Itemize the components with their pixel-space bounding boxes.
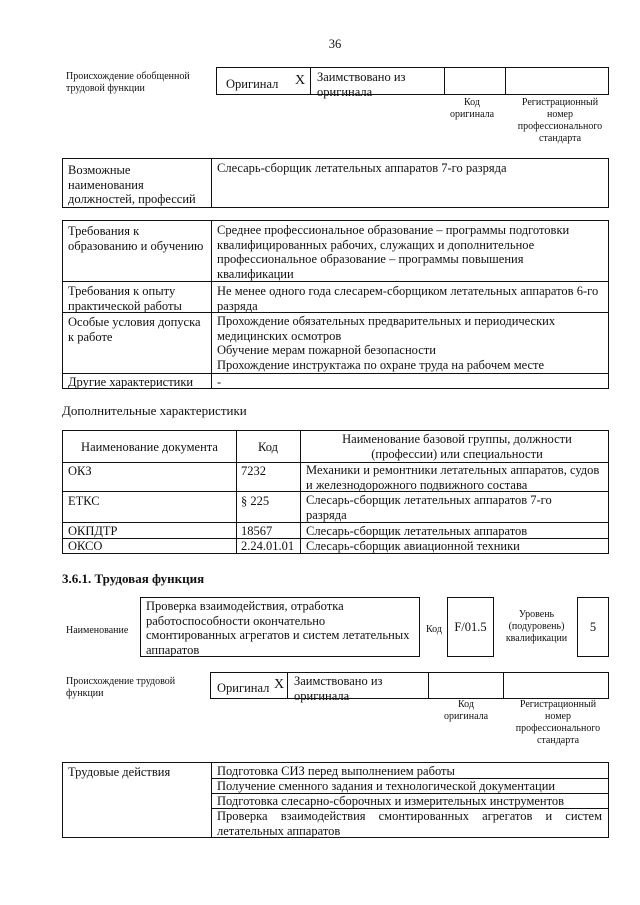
action-item: Проверка взаимодействия смонтированных агрегатов и систем летательных аппаратов	[217, 809, 602, 838]
actions-table	[62, 762, 609, 838]
level-label: Уровень (подуровень) квалификации	[505, 609, 568, 644]
add-row-code: § 225	[241, 494, 270, 508]
add-row-code: 18567	[241, 524, 273, 538]
function-code-value: F/01.5	[454, 620, 487, 634]
add-row-doc: ЕТКС	[68, 494, 100, 508]
origin2-borrowed-label: Заимствовано из оригинала	[294, 674, 383, 703]
borrowed-label: Заимствовано из оригинала	[317, 70, 406, 99]
positions-label: Возможные наименования должностей, профессий	[68, 163, 196, 206]
additional-table	[62, 430, 609, 554]
origin2-original-mark: X	[274, 677, 285, 692]
positions-table	[62, 158, 609, 208]
origin2-table	[210, 672, 609, 703]
add-header-name: Наименование базовой группы, должности (профессии) или специальности	[342, 432, 572, 461]
positions-value: Слесарь-сборщик летательных аппаратов 7-го разряда	[217, 161, 507, 175]
add-row-name: Слесарь-сборщик авиационной техники	[306, 539, 520, 553]
add-row-name: Слесарь-сборщик летательных аппаратов	[306, 524, 528, 538]
req-value-special-3: Прохождение инструктажа по охране труда на рабочем месте	[217, 358, 545, 372]
add-header-doc: Наименование документа	[81, 440, 218, 454]
level-value: 5	[589, 620, 597, 634]
function-heading: 3.6.1. Трудовая функция	[62, 571, 205, 586]
origin-label: Происхождение обобщенной трудовой функции	[66, 71, 190, 94]
original-mark: X	[295, 73, 306, 88]
origin2-label: Происхождение трудовой функции	[66, 676, 176, 699]
function-name-value: Проверка взаимодействия, отработка работоспособности окончательно смонтированных агрегатов и систем летательных аппаратов	[146, 599, 410, 657]
origin-table	[216, 67, 609, 99]
function-code-label: Код	[426, 624, 442, 635]
add-row-doc: ОКПДТР	[68, 524, 118, 538]
req-label-other: Другие характеристики	[68, 375, 194, 389]
add-row-doc: ОКСО	[68, 539, 103, 553]
function-name-box	[140, 597, 420, 657]
add-row-doc: ОКЗ	[68, 464, 92, 478]
function-code-box	[447, 597, 494, 657]
add-row-code: 7232	[241, 464, 266, 478]
origin2-code-label: Код оригинала	[443, 699, 489, 722]
additional-title: Дополнительные характеристики	[62, 403, 247, 418]
action-item: Подготовка СИЗ перед выполнением работы	[217, 764, 455, 778]
original-label: Оригинал	[226, 77, 279, 91]
req-label-education: Требования к образованию и обучению	[68, 224, 204, 253]
reg-number-label: Регистрационный номер профессионального стандарта	[517, 97, 603, 144]
actions-label: Трудовые действия	[68, 765, 171, 779]
origin2-original-label: Оригинал	[217, 681, 270, 695]
action-item: Подготовка слесарно-сборочных и измерительных инструментов	[217, 794, 565, 808]
req-value-experience: Не менее одного года слесарем-сборщиком летательных аппаратов 6-го разряда	[217, 284, 599, 313]
original-code-label: Код оригинала	[449, 97, 495, 120]
requirements-table	[62, 220, 609, 389]
action-item: Получение сменного задания и технологической документации	[217, 779, 556, 793]
function-name-label: Наименование	[66, 625, 129, 636]
add-row-name: Слесарь-сборщик летательных аппаратов 7-го разряда	[306, 493, 552, 522]
add-row-code: 2.24.01.01	[241, 539, 295, 553]
req-value-special-1: Прохождение обязательных предварительных и периодических медицинских осмотров	[217, 314, 556, 343]
add-row-name: Механики и ремонтники летательных аппаратов, судов и железнодорожного подвижного состава	[306, 463, 600, 492]
req-value-education: Среднее профессиональное образование – программы подготовки квалифицированных рабочих, служащих и дополнительное профессиональное образование – программы повышения квалификации	[217, 223, 570, 281]
page-number: 36	[328, 37, 342, 51]
origin2-reg-label: Регистрационный номер профессионального стандарта	[515, 699, 601, 746]
req-value-special-2: Обучение мерам пожарной безопасности	[217, 343, 436, 357]
req-label-special: Особые условия допуска к работе	[68, 315, 201, 344]
req-label-experience: Требования к опыту практической работы	[68, 284, 182, 313]
level-box	[577, 597, 609, 657]
add-header-code: Код	[258, 440, 278, 454]
req-value-other: -	[217, 375, 222, 389]
